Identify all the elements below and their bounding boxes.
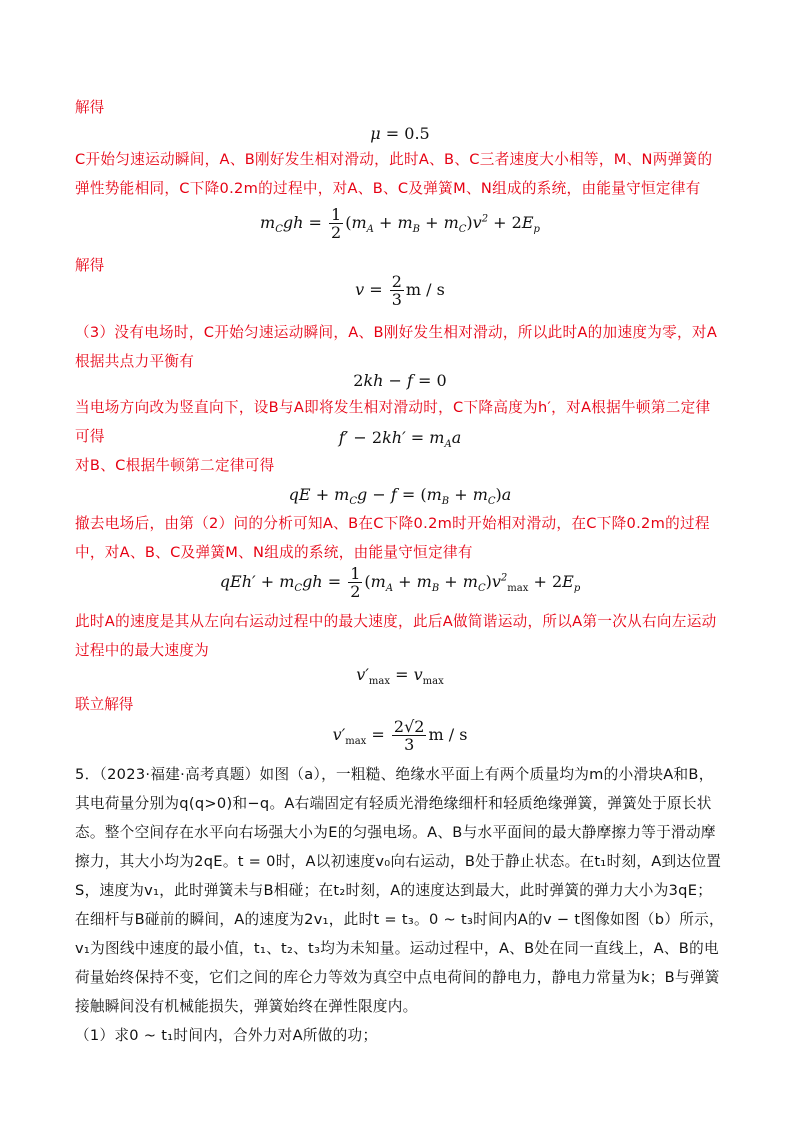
solve-label-3: 联立解得 bbox=[75, 696, 134, 713]
solve-label-1: 解得 bbox=[75, 99, 105, 116]
equation-mu: μ = 0.5 bbox=[370, 124, 430, 143]
question-5-paragraph: 5．（2023·福建·高考真题）如图（a），一粗糙、绝缘水平面上有两个质量均为m的小滑块A和B，其电荷量分别为q(q>0)和−q。A右端固定有轻质光滑绝缘细杆和轻质绝缘弹簧，弹簧处于原长状态。整个空间存在水平向右场强大小为E的匀强电场。A、B与水平面间的最大静摩擦力等于滑动摩擦力，其大小均为2qE。t = 0时，A以初速度v₀向右运动，B处于静止状态。在t₁时刻，A到达位置S，速度为v₁，此时弹簧未与B相碰；在t₂时刻，A的速度达到最大，此时弹簧的弹力大小为3qE；在细杆与B碰前的瞬间，A的速度为2v₁，此时t = t₃。0 ~ t₃时间内A的v − t图像如图（b）所示，v₁为图线中速度的最小值，t₁、t₂、t₃均为未知量。运动过程中，A、B处在同一直线上，A、B的电荷量始终保持不变，它们之间的库仑力等效为真空中点电荷间的静电力，静电力常量为k；B与弹簧接触瞬间没有机械能损失，弹簧始终在弹性限度内。 bbox=[75, 766, 724, 1015]
answer-paragraph-6: 此时A的速度是其从左向右运动过程中的最大速度，此后A做简谐运动，所以A第一次从右向左运动过程中的最大速度为 bbox=[75, 613, 717, 659]
answer-paragraph-4: 对B、C根据牛顿第二定律可得 bbox=[75, 457, 275, 474]
answer-paragraph-5: 撤去电场后，由第（2）问的分析可知A、B在C下降0.2m时开始相对滑动，在C下降0.2m的过程中，对A、B、C及弹簧M、N组成的系统，由能量守恒定律有 bbox=[75, 515, 710, 561]
answer-paragraph-2: （3）没有电场时，C开始匀速运动瞬间，A、B刚好发生相对滑动，所以此时A的加速度为零，对A根据共点力平衡有 bbox=[75, 324, 718, 370]
equation-energy-2: $qEh' + m_Cgh$ = $\frac{1}{2}$ $(m_A + m_B + m_C)v^2_{max} + 2E_p$ bbox=[219, 564, 581, 601]
answer-paragraph-3: 当电场方向改为竖直向下，设B与A即将发生相对滑动时，C下降高度为h′，对A根据牛顿第二定律可得 bbox=[75, 399, 711, 445]
equation-vmax: $v'_{max} = v_{max}$ bbox=[356, 665, 444, 688]
equation-newton-bc: qE + $m_Cg - f = (m_B + m_C)a$ bbox=[288, 485, 512, 508]
answer-paragraph-1: C开始匀速运动瞬间，A、B刚好发生相对滑动，此时A、B、C三者速度大小相等，M、N两弹簧的弹性势能相同，C下降0.2m的过程中，对A、B、C及弹簧M、N组成的系统，由能量守恒定律有 bbox=[75, 151, 713, 197]
equation-velocity: v = $\frac{2}{3}$ m / s bbox=[355, 272, 445, 309]
equation-energy-1: $m_Cgh$ = $\frac{1}{2}$ $(m_A + m_B + m_C)v^2 + 2E_p$ bbox=[260, 205, 540, 242]
equation-vmax-result: $v'_{max}$ = $\frac{2√2}{3}$ m / s bbox=[332, 717, 468, 754]
question-5-part-1: （1）求0 ~ t₁时间内，合外力对A所做的功； bbox=[75, 1027, 378, 1044]
equation-balance: 2kh − f = 0 bbox=[353, 371, 447, 390]
equation-newton-a: $f' - 2kh' = m_Aa$ bbox=[338, 428, 462, 451]
solve-label-2: 解得 bbox=[75, 257, 105, 274]
